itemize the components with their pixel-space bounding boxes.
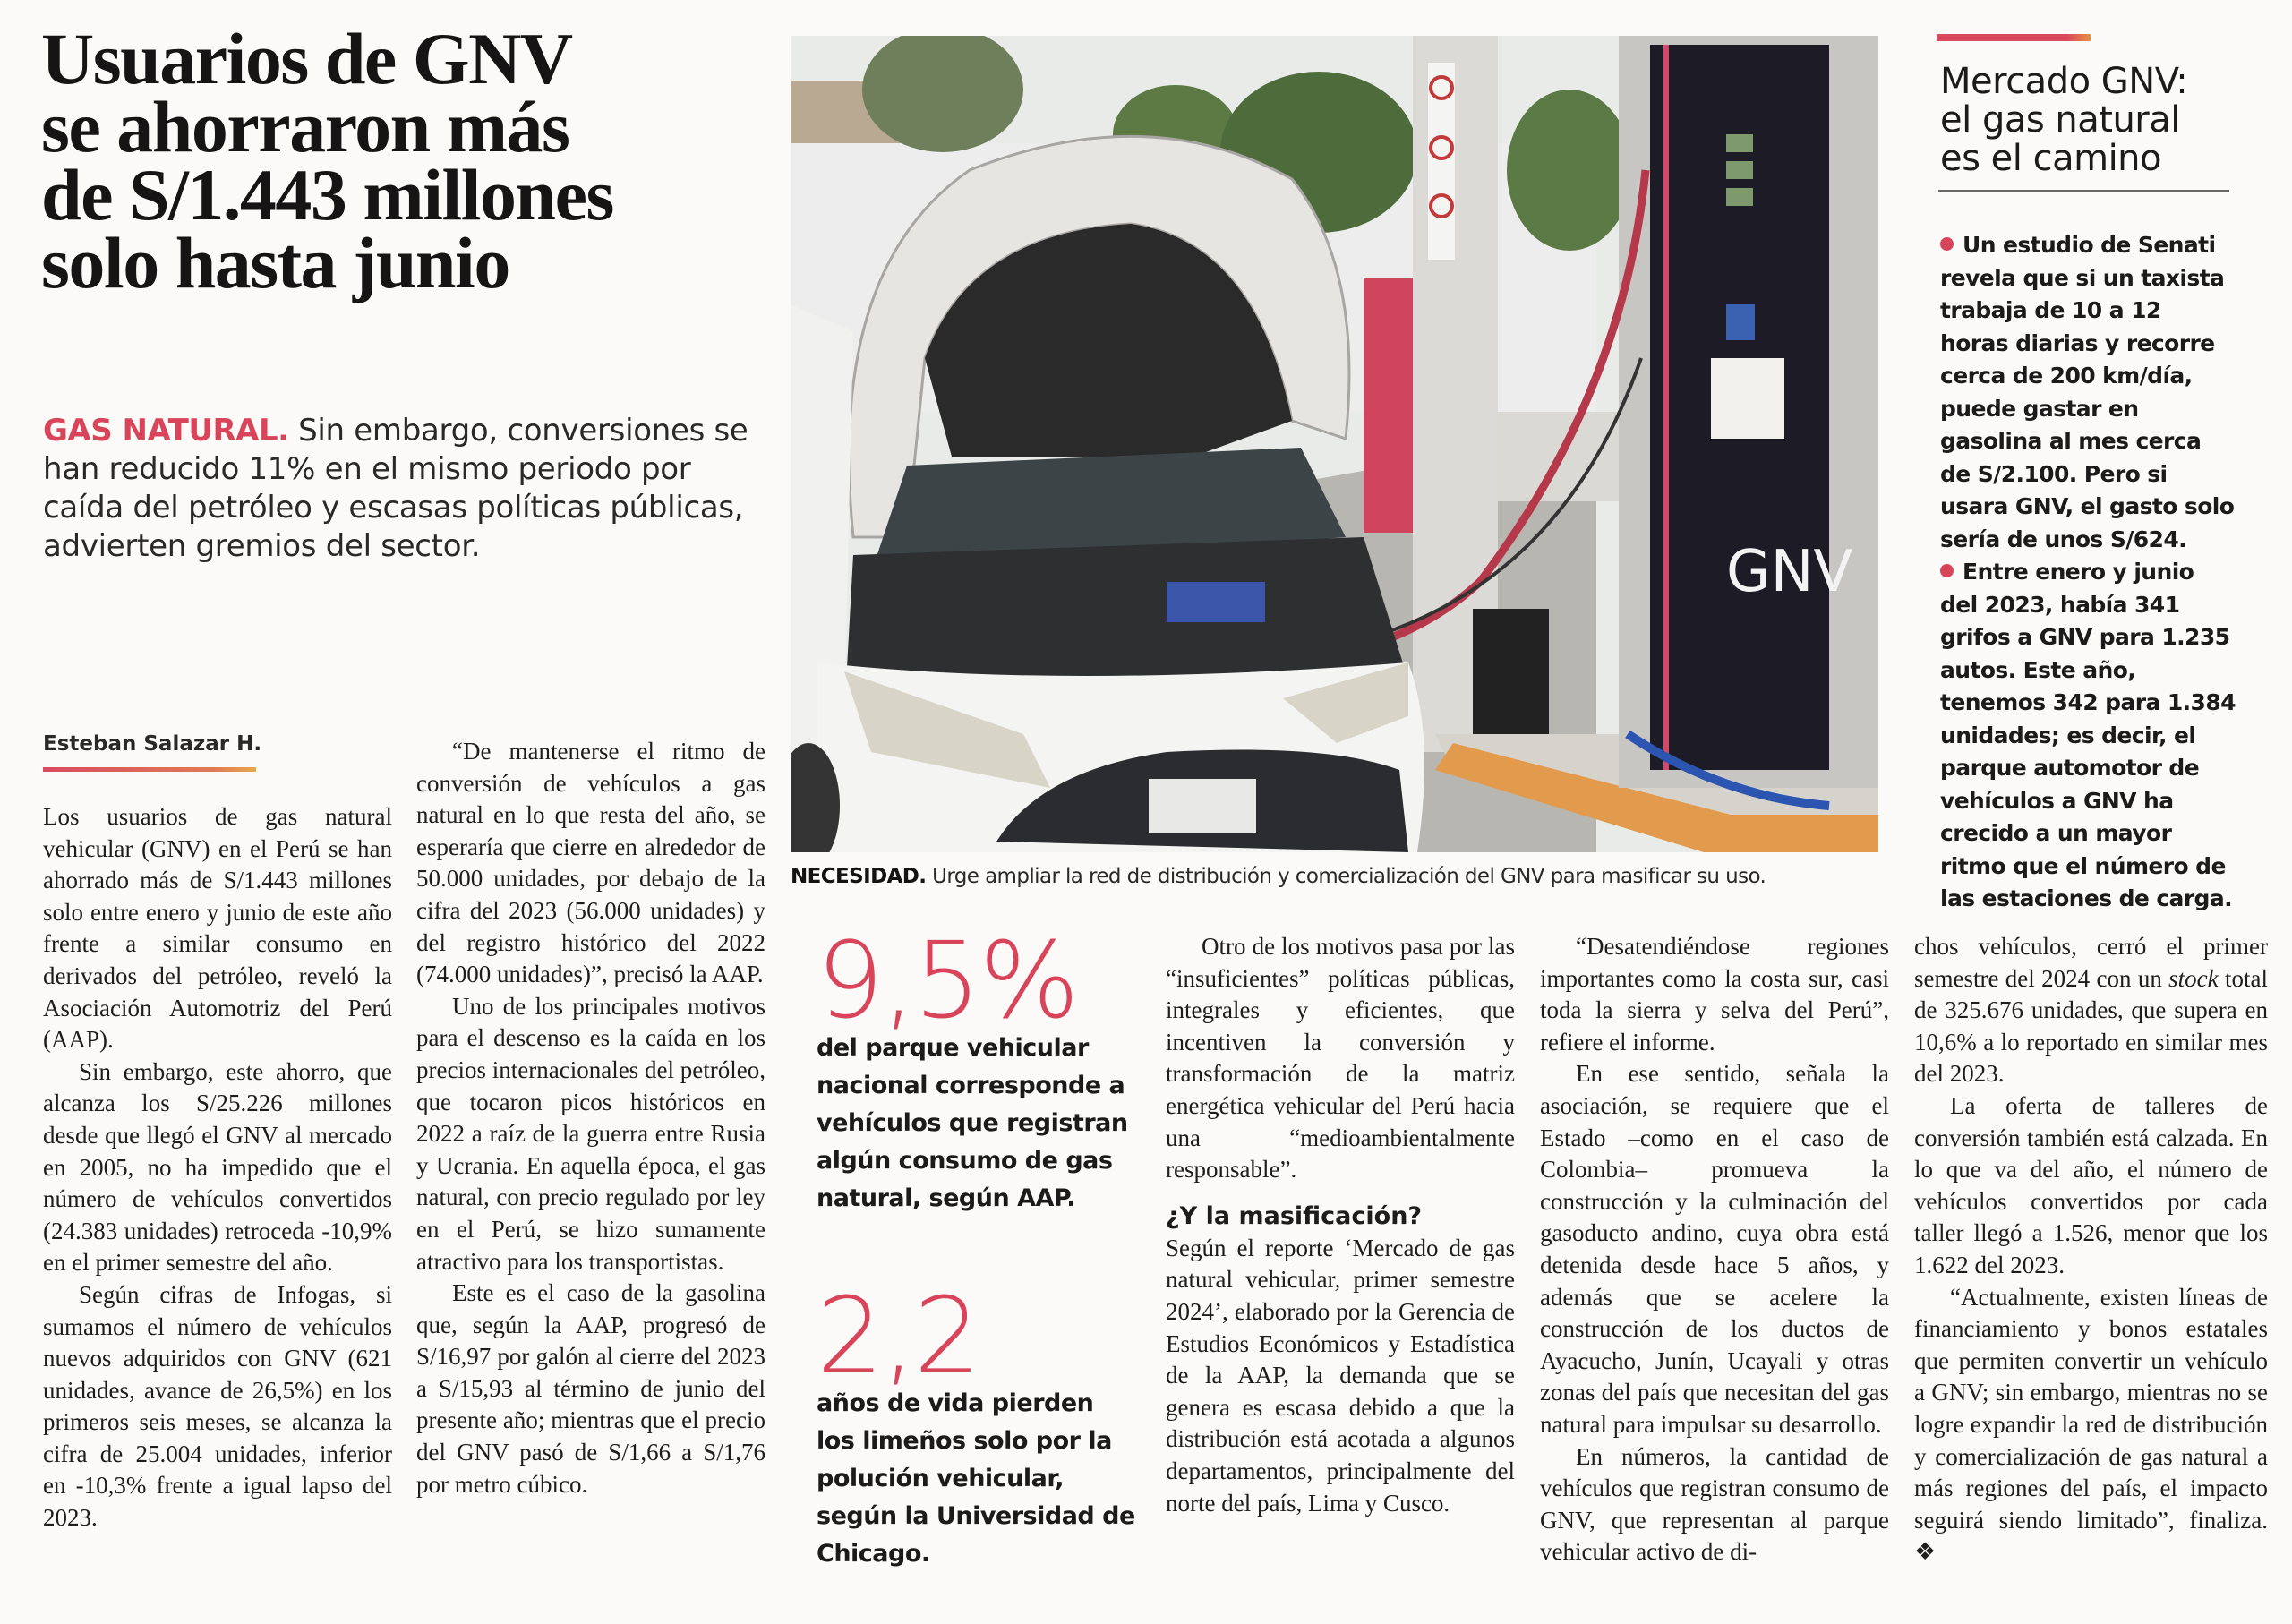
paragraph: “Desatendiéndose regiones importantes como la costa sur, casi toda la sierra y selva del Perú”, refiere el informe. [1540,933,1889,1056]
bullet-dot-icon [1940,564,1954,577]
byline: Esteban Salazar H. [43,732,262,756]
headline-line-3: de S/1.443 millones [41,154,613,235]
stat-value: 9,5% [817,919,1078,1042]
article-column-1 [43,801,392,1534]
stat-description: años de vida pierden los limeños solo por la polución vehicular, según la Universidad de Chicago. [817,1389,1135,1568]
text-run: chos vehículos, cerró el primer semestre del 2024 con un [1914,933,2268,992]
sidebar-title-line: es el camino [1940,138,2162,179]
article-column-4 [1166,931,1515,1519]
paragraph: La oferta de talleres de conversión también está calzada. En lo que va del año, el número de vehículos convertidos por cada taller llegó a 1.526, menor que los 1.622 del 2023. [1914,1091,2268,1278]
photo-illustration [791,36,1878,852]
headline-line-1: Usuarios de GNV [41,18,572,99]
deck-kicker: GAS NATURAL. [43,413,289,449]
stat-callout-1 [817,919,1139,1218]
paragraph: Este es el caso de la gasolina que, según la AAP, progresó de S/16,97 por galón al cierre del 2023 a S/15,93 al término de junio del presente año; mientras que el precio del GNV pasó de S/1,66 a S/1,76 por metro cúbico. [416,1279,765,1498]
paragraph [1914,931,2268,1090]
caption-kicker: NECESIDAD. [791,865,927,888]
subheading: ¿Y la masificación? [1166,1201,1423,1230]
sidebar-accent-rule [1937,34,2091,41]
sidebar-divider [1938,190,2229,192]
caption-text: Urge ampliar la red de distribución y comercialización del GNV para masificar su uso. [926,865,1766,888]
paragraph: Según cifras de Infogas, si sumamos el número de vehículos nuevos adquiridos con GNV (621 unidades, avance de 26,5%) en los primeros seis meses, se alcanza la cifra de 25.004 unidades, inferior en -10,3% frente a igual lapso del 2023. [43,1280,392,1532]
photo-caption [791,865,1919,888]
sidebar-title-line: Mercado GNV: [1940,61,2188,102]
sidebar-item [1940,229,2236,556]
sidebar-title [1940,63,2262,178]
paragraph: Según el reporte ‘Mercado de gas natural vehicular, primer semestre 2024’, elaborado por la Gerencia de Estudios Económicos y Estadística de la AAP, la demanda que se genera es escasa debido a que la distribución está acotada a algunos departamentos, principalmente del norte del país, Lima y Cusco. [1166,1234,1515,1517]
sidebar-item [1940,556,2236,916]
sidebar-item-text: Un estudio de Senati revela que si un taxista trabaja de 10 a 12 horas diarias y recorre cerca de 200 km/día, puede gastar en gasolina al mes cerca de S/2.100. Pero si usara GNV, el gasto solo sería de unos S/624. [1940,232,2235,552]
stat-value: 2,2 [817,1274,979,1397]
paragraph: En ese sentido, señala la asociación, se requiere que el Estado –como en el caso de Colombia– promueva la construcción y la culminación del gasoducto andino, cuya obra está detenida desde hace 5 años, y además que se acelere la construcción de los ductos de Ayacucho, Junín, Ucayali y otras zonas del país que necesitan del gas natural para impulsar su desarrollo. [1540,1060,1889,1438]
paragraph: Uno de los principales motivos para el descenso es la caída en los precios internacionales del petróleo, que tocaron picos históricos en 2022 a raíz de la guerra entre Rusia y Ucrania. En aquella época, el gas natural, con precio regulado por ley en el Perú, se hizo sumamente atractivo para los transportistas. [416,992,765,1275]
paragraph: Sin embargo, este ahorro, que alcanza los S/25.226 millones desde que llegó el GNV al mercado en 2005, no ha impedido que el número de vehículos convertidos (24.383 unidades) retroceda -10,9% en el primer semestre del año. [43,1057,392,1277]
italic-term: stock [2168,964,2219,992]
article-column-5 [1540,931,1889,1568]
paragraph: Otro de los motivos pasa por las “insuficientes” políticas públicas, integrales y eficientes, que incentiven la conversión y transformación de la matriz energética vehicular del Perú hacia una “medioambientalmente responsable”. [1166,933,1515,1184]
paragraph: “Actualmente, existen líneas de financiamiento y bonos estatales que permiten convertir un vehículo a GNV; sin embargo, mientras no se logre expandir la red de distribución y comercialización de gas natural a más regiones del país, el impacto seguirá siendo limitado”, finaliza. ❖ [1914,1283,2268,1566]
article-column-6 [1914,931,2268,1568]
article-photo [791,36,1878,852]
headline-line-4: solo hasta junio [41,222,509,303]
stat-description: del parque vehicular nacional corresponde a vehículos que registran algún consumo de gas natural, según AAP. [817,1034,1128,1212]
sidebar-item-text: Entre enero y junio del 2023, había 341 grifos a GNV para 1.235 autos. Este año, tenemos 342 para 1.384 unidades; es decir, el parque automotor de vehículos a GNV ha crecido a un mayor ritmo que el número de las estaciones de carga. [1940,559,2236,911]
headline [41,18,784,303]
sidebar-body [1940,229,2236,916]
headline-line-2: se ahorraron más [41,86,569,167]
deck [43,412,759,566]
bullet-dot-icon [1940,237,1954,251]
byline-rule [43,767,256,772]
deck-text: Sin embargo, conversiones se han reducido 11% en el mismo periodo por caída del petróleo y escasas políticas públicas, advierten gremios del sector. [43,413,748,564]
article-column-2 [416,736,765,1500]
stat-callout-2 [817,1274,1139,1573]
sidebar-title-line: el gas natural [1940,99,2180,141]
paragraph: Los usuarios de gas natural vehicular (GNV) en el Perú se han ahorrado más de S/1.443 millones solo entre enero y junio de este año frente a similar consumo en derivados del petróleo, reveló la Asociación Automotriz del Perú (AAP). [43,803,392,1054]
text-run: total de 325.676 unidades, que supera en 10,6% a lo reportado en similar mes del 2023. [1914,964,2268,1088]
pump-gnv-label: GNV [1726,539,1853,605]
paragraph: “De mantenerse el ritmo de conversión de vehículos a gas natural en lo que resta del año, se esperaría que cierre en alrededor de 50.000 unidades, por debajo de la cifra del 2023 (56.000 unidades) y del registro histórico del 2022 (74.000 unidades)”, precisó la AAP. [416,738,765,988]
paragraph: En números, la cantidad de vehículos que registran consumo de GNV, que representan al parque vehicular activo de di- [1540,1442,1889,1566]
